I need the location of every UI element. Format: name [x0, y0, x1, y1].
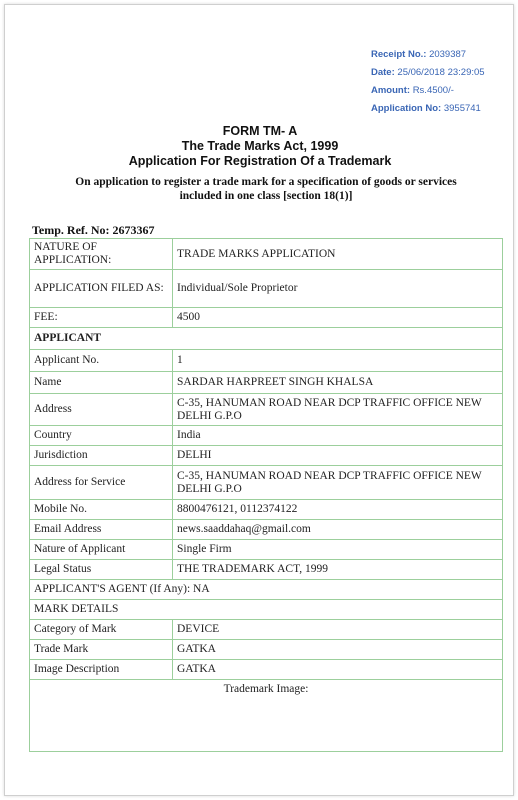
image-description-label: Image Description [30, 660, 173, 680]
temp-ref-number: Temp. Ref. No: 2673367 [32, 223, 155, 237]
date-label: Date: [371, 67, 395, 78]
receipt-info [371, 46, 485, 118]
date-value: 25/06/2018 23:29:05 [397, 67, 485, 78]
email-label: Email Address [30, 520, 173, 540]
legal-status-value: THE TRADEMARK ACT, 1999 [173, 560, 503, 580]
act-title: The Trade Marks Act, 1999 [181, 139, 339, 153]
address-label: Address [30, 394, 173, 426]
category-label: Category of Mark [30, 620, 173, 640]
table-row [30, 620, 503, 640]
country-value: India [173, 426, 503, 446]
country-label: Country [30, 426, 173, 446]
table-row [30, 239, 503, 270]
table-row [30, 560, 503, 580]
trademark-image-label: Trademark Image: [30, 680, 503, 752]
legal-status-label: Legal Status [30, 560, 173, 580]
table-row [30, 580, 503, 600]
mobile-value: 8800476121, 0112374122 [173, 500, 503, 520]
table-row [30, 600, 503, 620]
purpose-title: Application For Registration Of a Trademark [128, 154, 392, 168]
service-address-label: Address for Service [30, 466, 173, 500]
fee-label: FEE: [30, 308, 173, 328]
table-row [30, 446, 503, 466]
form-subtitle [33, 175, 499, 203]
address-value: C-35, HANUMAN ROAD NEAR DCP TRAFFIC OFFICE NEW DELHI G.P.O [173, 394, 503, 426]
name-value: SARDAR HARPREET SINGH KHALSA [173, 372, 503, 394]
application-table [29, 238, 503, 752]
nature-of-applicant-label: Nature of Applicant [30, 540, 173, 560]
mobile-label: Mobile No. [30, 500, 173, 520]
table-row [30, 394, 503, 426]
jurisdiction-label: Jurisdiction [30, 446, 173, 466]
applicant-heading: APPLICANT [30, 328, 503, 350]
subtitle-line-2: included in one class [section 18(1)] [179, 190, 353, 202]
nature-label: NATURE OF APPLICATION: [30, 239, 173, 270]
nature-value: TRADE MARKS APPLICATION [173, 239, 503, 270]
application-no-label: Application No: [371, 103, 442, 114]
trade-mark-value: GATKA [173, 640, 503, 660]
form-title: FORM TM- A [222, 124, 298, 138]
image-description-value: GATKA [173, 660, 503, 680]
table-row [30, 270, 503, 308]
table-row [30, 660, 503, 680]
mark-details-heading: MARK DETAILS [30, 600, 503, 620]
table-row [30, 540, 503, 560]
receipt-no-label: Receipt No.: [371, 49, 427, 60]
fee-value: 4500 [173, 308, 503, 328]
email-value: news.saaddahaq@gmail.com [173, 520, 503, 540]
trade-mark-label: Trade Mark [30, 640, 173, 660]
name-label: Name [30, 372, 173, 394]
applicant-no-value: 1 [173, 350, 503, 372]
amount-label: Amount: [371, 85, 411, 96]
table-row [30, 350, 503, 372]
table-row [30, 308, 503, 328]
amount-line [371, 82, 485, 100]
document-page [4, 4, 514, 796]
subtitle-line-1: On application to register a trade mark for a specification of goods or services [75, 176, 457, 188]
filed-as-label: APPLICATION FILED AS: [30, 270, 173, 308]
applicant-agent: APPLICANT'S AGENT (If Any): NA [30, 580, 503, 600]
jurisdiction-value: DELHI [173, 446, 503, 466]
amount-value: Rs.4500/- [412, 85, 454, 96]
nature-of-applicant-value: Single Firm [173, 540, 503, 560]
table-row [30, 500, 503, 520]
application-no-value: 3955741 [443, 103, 481, 114]
receipt-no-line [371, 46, 485, 64]
filed-as-value: Individual/Sole Proprietor [173, 270, 503, 308]
table-row [30, 640, 503, 660]
category-value: DEVICE [173, 620, 503, 640]
table-row [30, 372, 503, 394]
table-row [30, 466, 503, 500]
table-row [30, 680, 503, 752]
service-address-value: C-35, HANUMAN ROAD NEAR DCP TRAFFIC OFFICE NEW DELHI G.P.O [173, 466, 503, 500]
date-line [371, 64, 485, 82]
table-row [30, 328, 503, 350]
table-row [30, 520, 503, 540]
receipt-no-value: 2039387 [429, 49, 467, 60]
table-row [30, 426, 503, 446]
applicant-no-label: Applicant No. [30, 350, 173, 372]
application-no-line [371, 100, 485, 118]
